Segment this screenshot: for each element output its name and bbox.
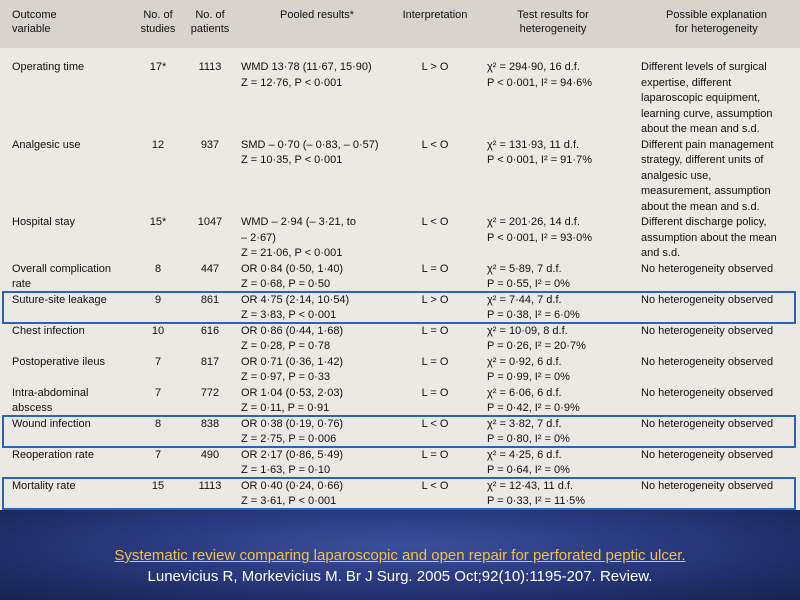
heterogeneity-cell-line: P = 0·99, I² = 0%: [487, 371, 570, 383]
explanation-cell: [633, 138, 800, 216]
outcome-cell: [0, 138, 133, 216]
heterogeneity-cell: [473, 386, 633, 417]
heterogeneity-cell-line: χ² = 5·89, 7 d.f.: [487, 262, 562, 275]
pooled-cell: [237, 138, 397, 216]
studies-cell: 9: [154, 293, 162, 306]
interpretation-cell: L = O: [421, 262, 449, 275]
patients-cell: 1113: [198, 479, 222, 492]
heterogeneity-cell: [473, 48, 633, 138]
outcome-cell-line: Postoperative ileus: [12, 355, 105, 368]
pooled-cell-line: Z = 10·35, P < 0·001: [241, 154, 343, 166]
pooled-cell-line: WMD 13·78 (11·67, 15·90): [241, 61, 372, 73]
heterogeneity-cell-line: P = 0·55, I² = 0%: [487, 278, 570, 290]
explanation-cell: [633, 293, 800, 324]
patients-cell: 1047: [197, 216, 223, 228]
patients-cell: 616: [200, 324, 220, 337]
studies-cell: 7: [154, 355, 162, 368]
patients-cell: 490: [200, 448, 220, 461]
heterogeneity-cell-line: P = 0·26, I² = 20·7%: [487, 340, 586, 352]
pooled-cell-line: OR 0·71 (0·36, 1·42): [241, 355, 344, 368]
header-heterogeneity-test: Test results for heterogeneity: [473, 0, 633, 48]
explanation-cell-line: about the mean and s.d.: [641, 123, 760, 135]
explanation-cell-line: No heterogeneity observed: [641, 417, 774, 430]
interpretation-cell: L < O: [421, 417, 449, 430]
heterogeneity-cell: [473, 138, 633, 216]
heterogeneity-cell: [473, 417, 633, 448]
heterogeneity-cell: [473, 355, 633, 386]
heterogeneity-cell-line: χ² = 4·25, 6 d.f.: [487, 448, 562, 461]
explanation-cell-line: No heterogeneity observed: [641, 293, 774, 306]
outcome-cell-line: Mortality rate: [12, 479, 76, 492]
citation-text: Lunevicius R, Morkevicius M. Br J Surg. 2005 Oct;92(10):1195-207. Review.: [147, 568, 653, 585]
patients-cell: 1113: [198, 61, 222, 73]
table-row-analgesic-use: [0, 138, 800, 216]
explanation-cell-line: strategy, different units of: [641, 154, 764, 166]
pooled-cell-line: Z = 0·11, P = 0·91: [241, 402, 330, 414]
outcome-cell: [0, 386, 133, 417]
pooled-cell: [237, 262, 397, 293]
pooled-cell-line: SMD – 0·70 (– 0·83, – 0·57): [241, 138, 379, 151]
review-title-link[interactable]: Systematic review comparing laparoscopic and open repair for perforated peptic ulcer.: [114, 547, 686, 564]
pooled-cell: [237, 48, 397, 138]
pooled-cell-line: Z = 0·68, P = 0·50: [241, 278, 331, 290]
heterogeneity-cell-line: χ² = 131·93, 11 d.f.: [487, 138, 580, 151]
heterogeneity-cell-line: P < 0·001, I² = 94·6%: [487, 76, 592, 89]
studies-cell: 10: [151, 324, 165, 337]
header-outcome: Outcome variable: [0, 0, 133, 48]
table-row-suture-site-leakage: [0, 293, 800, 324]
pooled-cell-line: OR 0·40 (0·24, 0·66): [241, 479, 344, 492]
explanation-cell-line: and s.d.: [641, 247, 681, 259]
header-studies: No. of studies: [133, 0, 183, 48]
heterogeneity-cell-line: P < 0·001, I² = 91·7%: [487, 154, 592, 166]
heterogeneity-cell: [473, 215, 633, 262]
outcome-cell-line: rate: [12, 278, 31, 290]
explanation-cell-line: Different levels of surgical: [641, 61, 767, 73]
table-row-chest-infection: [0, 324, 800, 355]
outcome-cell-line: Operating time: [12, 61, 85, 73]
explanation-cell-line: No heterogeneity observed: [641, 479, 774, 492]
pooled-cell-line: Z = 0·97, P = 0·33: [241, 371, 331, 383]
explanation-cell-line: measurement, assumption: [641, 185, 771, 197]
interpretation-cell: L = O: [421, 386, 449, 399]
pooled-cell-line: OR 4·75 (2·14, 10·54): [241, 293, 350, 306]
studies-cell: 15: [151, 479, 165, 492]
heterogeneity-cell: [473, 479, 633, 510]
pooled-cell: [237, 417, 397, 448]
pooled-cell-line: WMD – 2·94 (– 3·21, to: [241, 216, 356, 228]
explanation-cell-line: No heterogeneity observed: [641, 386, 774, 399]
heterogeneity-cell-line: P = 0·42, I² = 0·9%: [487, 402, 580, 414]
heterogeneity-cell-line: χ² = 201·26, 14 d.f.: [487, 216, 580, 228]
pooled-cell-line: OR 2·17 (0·86, 5·49): [241, 448, 344, 461]
table-row-mortality-rate: [0, 479, 800, 510]
studies-cell: 15*: [149, 216, 167, 228]
pooled-cell: [237, 448, 397, 479]
heterogeneity-cell-line: P = 0·38, I² = 6·0%: [487, 309, 580, 321]
pooled-cell-line: OR 0·86 (0·44, 1·68): [241, 324, 344, 337]
header-interpretation: Interpretation: [397, 0, 473, 48]
pooled-cell-line: Z = 3·61, P < 0·001: [241, 495, 337, 507]
header-pooled: Pooled results*: [237, 0, 397, 48]
explanation-cell: [633, 324, 800, 355]
outcome-cell: [0, 479, 133, 510]
outcome-cell-line: Intra-abdominal: [12, 386, 89, 399]
interpretation-cell: L = O: [421, 355, 449, 368]
explanation-cell: [633, 479, 800, 510]
heterogeneity-cell: [473, 324, 633, 355]
outcome-cell: [0, 324, 133, 355]
pooled-cell-line: OR 1·04 (0·53, 2·03): [241, 386, 344, 399]
table-row-reoperation-rate: [0, 448, 800, 479]
patients-cell: 838: [200, 417, 220, 430]
explanation-cell: [633, 48, 800, 138]
heterogeneity-cell: [473, 262, 633, 293]
heterogeneity-cell-line: χ² = 7·44, 7 d.f.: [487, 293, 562, 306]
interpretation-cell: L < O: [421, 479, 449, 492]
explanation-cell: [633, 386, 800, 417]
patients-cell: 772: [200, 386, 220, 399]
explanation-cell-line: Different discharge policy,: [641, 216, 767, 228]
heterogeneity-cell-line: χ² = 0·92, 6 d.f.: [487, 355, 562, 368]
heterogeneity-cell: [473, 448, 633, 479]
explanation-cell-line: Different pain management: [641, 138, 774, 151]
explanation-cell-line: assumption about the mean: [641, 231, 777, 244]
explanation-cell-line: learning curve, assumption: [641, 107, 773, 120]
outcome-cell-line: Wound infection: [12, 417, 91, 430]
outcome-cell-line: Reoperation rate: [12, 448, 94, 461]
interpretation-cell: L < O: [421, 138, 449, 151]
interpretation-cell: L < O: [421, 216, 449, 228]
heterogeneity-cell-line: P < 0·001, I² = 93·0%: [487, 231, 592, 244]
outcome-cell-line: abscess: [12, 402, 53, 414]
outcome-cell-line: Chest infection: [12, 324, 85, 337]
pooled-cell-line: Z = 1·63, P = 0·10: [241, 464, 331, 476]
outcome-cell: [0, 355, 133, 386]
slide-footer: [0, 510, 800, 600]
heterogeneity-cell-line: P = 0·64, I² = 0%: [487, 464, 570, 476]
explanation-cell: [633, 215, 800, 262]
patients-cell: 937: [200, 138, 220, 151]
table-row-operating-time: [0, 48, 800, 138]
explanation-cell-line: laparoscopic equipment,: [641, 92, 761, 104]
table-header: [0, 0, 800, 48]
explanation-cell-line: No heterogeneity observed: [641, 355, 774, 368]
interpretation-cell: L > O: [421, 61, 449, 73]
heterogeneity-cell: [473, 293, 633, 324]
heterogeneity-cell-line: χ² = 294·90, 16 d.f.: [487, 61, 580, 73]
pooled-cell-line: Z = 0·28, P = 0·78: [241, 340, 331, 352]
pooled-cell-line: Z = 21·06, P < 0·001: [241, 247, 343, 259]
interpretation-cell: L = O: [421, 448, 449, 461]
studies-cell: 17*: [149, 61, 167, 73]
outcome-cell: [0, 417, 133, 448]
table-row-wound-infection: [0, 417, 800, 448]
studies-cell: 12: [151, 138, 165, 151]
pooled-cell: [237, 324, 397, 355]
pooled-cell: [237, 386, 397, 417]
explanation-cell-line: about the mean and s.d.: [641, 200, 760, 213]
explanation-cell-line: expertise, different: [641, 76, 732, 89]
outcome-cell-line: Hospital stay: [12, 216, 75, 228]
pooled-cell: [237, 479, 397, 510]
studies-cell: 8: [154, 262, 162, 275]
header-patients: No. of patients: [183, 0, 237, 48]
heterogeneity-cell-line: P = 0·80, I² = 0%: [487, 433, 570, 445]
outcome-cell: [0, 48, 133, 138]
table-row-postoperative-ileus: [0, 355, 800, 386]
explanation-cell-line: No heterogeneity observed: [641, 262, 774, 275]
table-body: [0, 48, 800, 510]
outcome-cell: [0, 293, 133, 324]
pooled-cell-line: OR 0·38 (0·19, 0·76): [241, 417, 344, 430]
outcome-cell: [0, 448, 133, 479]
interpretation-cell: L > O: [421, 293, 449, 306]
patients-cell: 861: [200, 293, 220, 306]
explanation-cell-line: analgesic use,: [641, 169, 712, 182]
explanation-cell: [633, 355, 800, 386]
heterogeneity-cell-line: χ² = 6·06, 6 d.f.: [487, 386, 562, 399]
studies-cell: 8: [154, 417, 162, 430]
studies-cell: 7: [154, 386, 162, 399]
heterogeneity-cell-line: χ² = 10·09, 8 d.f.: [487, 324, 568, 337]
patients-cell: 817: [200, 355, 220, 368]
heterogeneity-cell-line: χ² = 3·82, 7 d.f.: [487, 417, 562, 430]
header-explanation: Possible explanation for heterogeneity: [633, 0, 800, 48]
pooled-cell-line: Z = 12·76, P < 0·001: [241, 76, 343, 89]
pooled-cell-line: Z = 2·75, P = 0·006: [241, 433, 337, 445]
pooled-cell-line: OR 0·84 (0·50, 1·40): [241, 262, 344, 275]
outcome-cell: [0, 262, 133, 293]
pooled-cell: [237, 293, 397, 324]
explanation-cell: [633, 417, 800, 448]
explanation-cell: [633, 448, 800, 479]
pooled-cell-line: – 2·67): [241, 231, 276, 244]
explanation-cell-line: No heterogeneity observed: [641, 448, 774, 461]
explanation-cell: [633, 262, 800, 293]
heterogeneity-cell-line: χ² = 12·43, 11 d.f.: [487, 479, 573, 492]
pooled-cell-line: Z = 3·83, P < 0·001: [241, 309, 337, 321]
pooled-cell: [237, 215, 397, 262]
explanation-cell-line: No heterogeneity observed: [641, 324, 774, 337]
outcome-cell-line: Suture-site leakage: [12, 293, 107, 306]
studies-cell: 7: [154, 448, 162, 461]
table-row-hospital-stay: [0, 215, 800, 262]
table-row-overall-complication-rate: [0, 262, 800, 293]
heterogeneity-cell-line: P = 0·33, I² = 11·5%: [487, 495, 586, 507]
interpretation-cell: L = O: [421, 324, 449, 337]
patients-cell: 447: [200, 262, 220, 275]
outcome-cell-line: Overall complication: [12, 262, 112, 275]
outcome-cell-line: Analgesic use: [12, 138, 81, 151]
pooled-cell: [237, 355, 397, 386]
outcome-cell: [0, 215, 133, 262]
table-row-intra-abdominal-abscess: [0, 386, 800, 417]
